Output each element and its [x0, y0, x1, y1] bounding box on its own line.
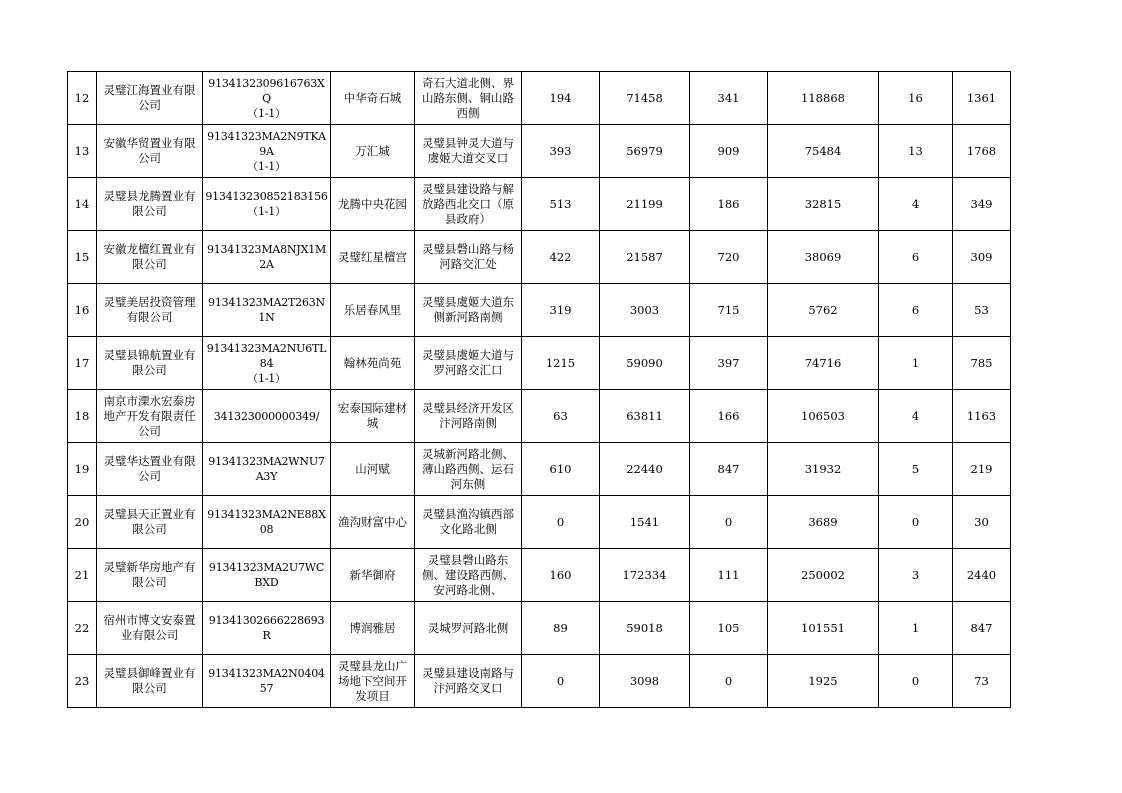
value-cell-5: 6 [879, 284, 953, 337]
row-number-cell: 22 [68, 602, 97, 655]
value-cell-5: 16 [879, 72, 953, 125]
company-cell: 灵璧县龙腾置业有限公司 [97, 178, 203, 231]
company-cell: 灵璧江海置业有限公司 [97, 72, 203, 125]
credit-code-cell [203, 125, 331, 178]
value-cell-6: 2440 [953, 549, 1011, 602]
address-cell: 灵璧县磬山路东侧、建设路西侧、安河路北侧、 [415, 549, 522, 602]
value-cell-1: 393 [522, 125, 600, 178]
row-number-cell: 12 [68, 72, 97, 125]
row-number-cell: 23 [68, 655, 97, 708]
company-cell: 灵璧新华房地产有限公司 [97, 549, 203, 602]
credit-code-suffix: （1-1） [247, 371, 286, 385]
value-cell-4: 250002 [768, 549, 879, 602]
value-cell-6: 309 [953, 231, 1011, 284]
value-cell-6: 1163 [953, 390, 1011, 443]
value-cell-6: 1361 [953, 72, 1011, 125]
project-name-cell: 渔沟财富中心 [331, 496, 415, 549]
project-name-cell: 龙腾中央花园 [331, 178, 415, 231]
value-cell-2: 22440 [600, 443, 690, 496]
value-cell-4: 1925 [768, 655, 879, 708]
row-number-cell: 20 [68, 496, 97, 549]
table-row [68, 125, 1011, 178]
credit-code-text: 91341323MA2NE88X08 [207, 508, 326, 536]
value-cell-4: 32815 [768, 178, 879, 231]
value-cell-1: 0 [522, 655, 600, 708]
value-cell-3: 111 [690, 549, 768, 602]
value-cell-1: 513 [522, 178, 600, 231]
credit-code-suffix: （1-1） [247, 205, 286, 218]
value-cell-3: 397 [690, 337, 768, 390]
credit-code-text: 341323000000349/ [213, 409, 320, 423]
address-cell: 灵璧县经济开发区汴河路南侧 [415, 390, 522, 443]
value-cell-3: 166 [690, 390, 768, 443]
table-row [68, 390, 1011, 443]
value-cell-2: 71458 [600, 72, 690, 125]
project-name-cell: 新华御府 [331, 549, 415, 602]
value-cell-5: 4 [879, 178, 953, 231]
value-cell-2: 59018 [600, 602, 690, 655]
company-cell: 南京市溧水宏泰房地产开发有限责任公司 [97, 390, 203, 443]
credit-code-text: 91341323MA2N040457 [208, 667, 325, 695]
value-cell-5: 3 [879, 549, 953, 602]
value-cell-5: 6 [879, 231, 953, 284]
company-cell: 灵璧县御峰置业有限公司 [97, 655, 203, 708]
company-cell: 安徽龙檀红置业有限公司 [97, 231, 203, 284]
value-cell-5: 0 [879, 655, 953, 708]
value-cell-5: 1 [879, 602, 953, 655]
table-row [68, 443, 1011, 496]
value-cell-4: 74716 [768, 337, 879, 390]
value-cell-5: 1 [879, 337, 953, 390]
address-cell: 灵城罗河路北侧 [415, 602, 522, 655]
company-cell: 灵璧县锦航置业有限公司 [97, 337, 203, 390]
value-cell-2: 1541 [600, 496, 690, 549]
project-name-cell: 宏泰国际建材城 [331, 390, 415, 443]
value-cell-4: 31932 [768, 443, 879, 496]
value-cell-2: 21199 [600, 178, 690, 231]
credit-code-cell [203, 231, 331, 284]
row-number-cell: 16 [68, 284, 97, 337]
credit-code-cell [203, 549, 331, 602]
address-cell: 奇石大道北侧、界山路东侧、铜山路西侧 [415, 72, 522, 125]
credit-code-text: 91341323MA2NU6TL84 [206, 341, 327, 370]
value-cell-2: 21587 [600, 231, 690, 284]
value-cell-4: 75484 [768, 125, 879, 178]
credit-code-cell [203, 178, 331, 231]
value-cell-4: 101551 [768, 602, 879, 655]
value-cell-3: 105 [690, 602, 768, 655]
company-cell: 安徽华贸置业有限公司 [97, 125, 203, 178]
row-number-cell: 14 [68, 178, 97, 231]
data-table [67, 71, 1011, 708]
credit-code-suffix: （1-1） [247, 106, 286, 120]
row-number-cell: 21 [68, 549, 97, 602]
value-cell-3: 720 [690, 231, 768, 284]
value-cell-1: 63 [522, 390, 600, 443]
value-cell-1: 610 [522, 443, 600, 496]
table-row [68, 655, 1011, 708]
address-cell: 灵璧县虞姬大道东侧新河路南侧 [415, 284, 522, 337]
value-cell-1: 319 [522, 284, 600, 337]
value-cell-2: 63811 [600, 390, 690, 443]
value-cell-2: 3098 [600, 655, 690, 708]
company-cell: 宿州市博文安泰置业有限公司 [97, 602, 203, 655]
project-name-cell: 博润雅居 [331, 602, 415, 655]
address-cell: 灵璧县渔沟镇西部文化路北侧 [415, 496, 522, 549]
table-body [68, 72, 1011, 708]
row-number-cell: 18 [68, 390, 97, 443]
row-number-cell: 17 [68, 337, 97, 390]
credit-code-text: 91341302666228693R [208, 614, 325, 642]
table-row [68, 178, 1011, 231]
credit-code-cell [203, 602, 331, 655]
table-row [68, 602, 1011, 655]
table-row [68, 549, 1011, 602]
address-cell: 灵璧县建设路与解放路西北交口（原县政府） [415, 178, 522, 231]
address-cell: 灵璧县建设南路与汴河路交叉口 [415, 655, 522, 708]
address-cell: 灵璧县虞姬大道与罗河路交汇口 [415, 337, 522, 390]
credit-code-text: 91341323MA2T263N1N [208, 296, 325, 324]
project-name-cell: 翰林苑尚苑 [331, 337, 415, 390]
credit-code-cell [203, 390, 331, 443]
value-cell-3: 341 [690, 72, 768, 125]
row-number-cell: 13 [68, 125, 97, 178]
credit-code-cell [203, 337, 331, 390]
value-cell-3: 715 [690, 284, 768, 337]
company-cell: 灵璧华达置业有限公司 [97, 443, 203, 496]
value-cell-1: 160 [522, 549, 600, 602]
value-cell-6: 847 [953, 602, 1011, 655]
value-cell-3: 186 [690, 178, 768, 231]
credit-code-cell [203, 284, 331, 337]
address-cell: 灵璧县钟灵大道与虞姬大道交叉口 [415, 125, 522, 178]
value-cell-6: 53 [953, 284, 1011, 337]
value-cell-4: 3689 [768, 496, 879, 549]
table-row [68, 284, 1011, 337]
company-cell: 灵璧美居投资管理有限公司 [97, 284, 203, 337]
value-cell-3: 0 [690, 496, 768, 549]
project-name-cell: 灵璧县龙山广场地下空间开发项目 [331, 655, 415, 708]
value-cell-5: 4 [879, 390, 953, 443]
project-name-cell: 中华奇石城 [331, 72, 415, 125]
credit-code-text: 91341323MA8NJX1M2A [206, 243, 327, 271]
credit-code-suffix: （1-1） [247, 159, 286, 173]
credit-code-cell [203, 72, 331, 125]
company-cell: 灵璧县天正置业有限公司 [97, 496, 203, 549]
value-cell-4: 5762 [768, 284, 879, 337]
table-row [68, 337, 1011, 390]
value-cell-1: 1215 [522, 337, 600, 390]
credit-code-text: 91341323MA2U7WCBXD [208, 561, 325, 589]
row-number-cell: 15 [68, 231, 97, 284]
value-cell-3: 0 [690, 655, 768, 708]
credit-code-cell [203, 496, 331, 549]
credit-code-cell [203, 655, 331, 708]
value-cell-1: 0 [522, 496, 600, 549]
table-row [68, 72, 1011, 125]
value-cell-6: 30 [953, 496, 1011, 549]
value-cell-2: 56979 [600, 125, 690, 178]
value-cell-1: 89 [522, 602, 600, 655]
credit-code-text: 91341323MA2N9TKA9A [207, 129, 326, 158]
project-name-cell: 乐居春风里 [331, 284, 415, 337]
value-cell-6: 785 [953, 337, 1011, 390]
value-cell-4: 38069 [768, 231, 879, 284]
value-cell-6: 1768 [953, 125, 1011, 178]
credit-code-cell [203, 443, 331, 496]
value-cell-5: 13 [879, 125, 953, 178]
value-cell-1: 422 [522, 231, 600, 284]
value-cell-3: 847 [690, 443, 768, 496]
value-cell-3: 909 [690, 125, 768, 178]
project-name-cell: 山河赋 [331, 443, 415, 496]
value-cell-2: 59090 [600, 337, 690, 390]
value-cell-5: 0 [879, 496, 953, 549]
value-cell-4: 106503 [768, 390, 879, 443]
value-cell-6: 349 [953, 178, 1011, 231]
value-cell-4: 118868 [768, 72, 879, 125]
credit-code-text: 913413230852183156 [205, 190, 328, 203]
value-cell-5: 5 [879, 443, 953, 496]
table-row [68, 231, 1011, 284]
value-cell-1: 194 [522, 72, 600, 125]
address-cell: 灵璧县磬山路与杨河路交汇处 [415, 231, 522, 284]
value-cell-2: 3003 [600, 284, 690, 337]
project-name-cell: 万汇城 [331, 125, 415, 178]
credit-code-text: 91341323MA2WNU7A3Y [208, 455, 325, 483]
project-name-cell: 灵璧红星檀宫 [331, 231, 415, 284]
table-row [68, 496, 1011, 549]
value-cell-6: 73 [953, 655, 1011, 708]
value-cell-6: 219 [953, 443, 1011, 496]
value-cell-2: 172334 [600, 549, 690, 602]
credit-code-text: 9134132309616763XQ [208, 76, 325, 105]
address-cell: 灵城新河路北侧、薄山路西侧、运石河东侧 [415, 443, 522, 496]
row-number-cell: 19 [68, 443, 97, 496]
